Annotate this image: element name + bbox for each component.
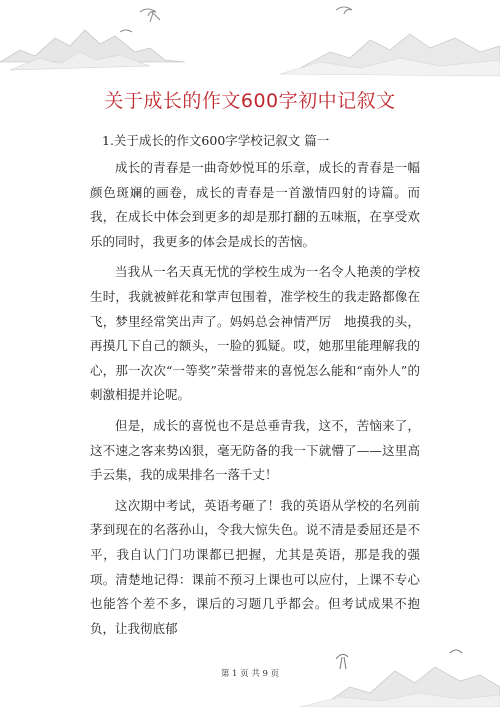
paragraph: 当我从一名天真无忧的学校生成为一名令人艳羡的学校生时，我就被鲜花和掌声包围着，准学校生的我走路都像在飞，梦里经常笑出声了。妈妈总会神情严厉 地摸我的头，再摸几下自己的额头，一脸的狐疑。哎，她那里能理解我的心，那一次次“一等奖”荣誉带来的喜悦怎么能和“南外人”的刺激相提并论呢。 xyxy=(90,264,420,403)
document-body xyxy=(90,130,420,647)
paragraph: 但是，成长的喜悦也不是总垂青我，这不，苦恼来了，这不速之客来势凶狠，毫无防备的我一下就懵了——这里高手云集，我的成果排名一落千丈！ xyxy=(90,417,420,483)
paragraph: 这次期中考试，英语考砸了！我的英语从学校的名列前茅到现在的名落孙山，令我大惊失色。说不清是委屈还是不平，我自认门门功课都已把握，尤其是英语，那是我的强项。清楚地记得：课前不预习上课也可以应付，上课不专心也能答个差不多，课后的习题几乎都会。但考试成果不抱负，让我彻底郁 xyxy=(90,497,420,636)
paragraph: 成长的青春是一曲奇妙悦耳的乐章，成长的青春是一幅颜色斑斓的画卷，成长的青春是一首激情四射的诗篇。而我，在成长中体会到更多的却是那打翻的五味瓶，在享受欢乐的同时，我更多的体会是成长的苦恼。 xyxy=(90,160,420,249)
crane-icon xyxy=(336,650,462,669)
ink-mountain-crane-decoration xyxy=(0,0,500,80)
ink-mountain-decoration-bottom xyxy=(300,637,500,707)
crane-icon xyxy=(120,7,352,32)
document-title: 关于成长的作文600字初中记叙文 xyxy=(104,90,396,112)
page-number-footer: 第 1 页 共 9 页 xyxy=(220,669,280,679)
section-heading: 1.关于成长的作文600字学校记叙文 篇一 xyxy=(102,133,330,148)
